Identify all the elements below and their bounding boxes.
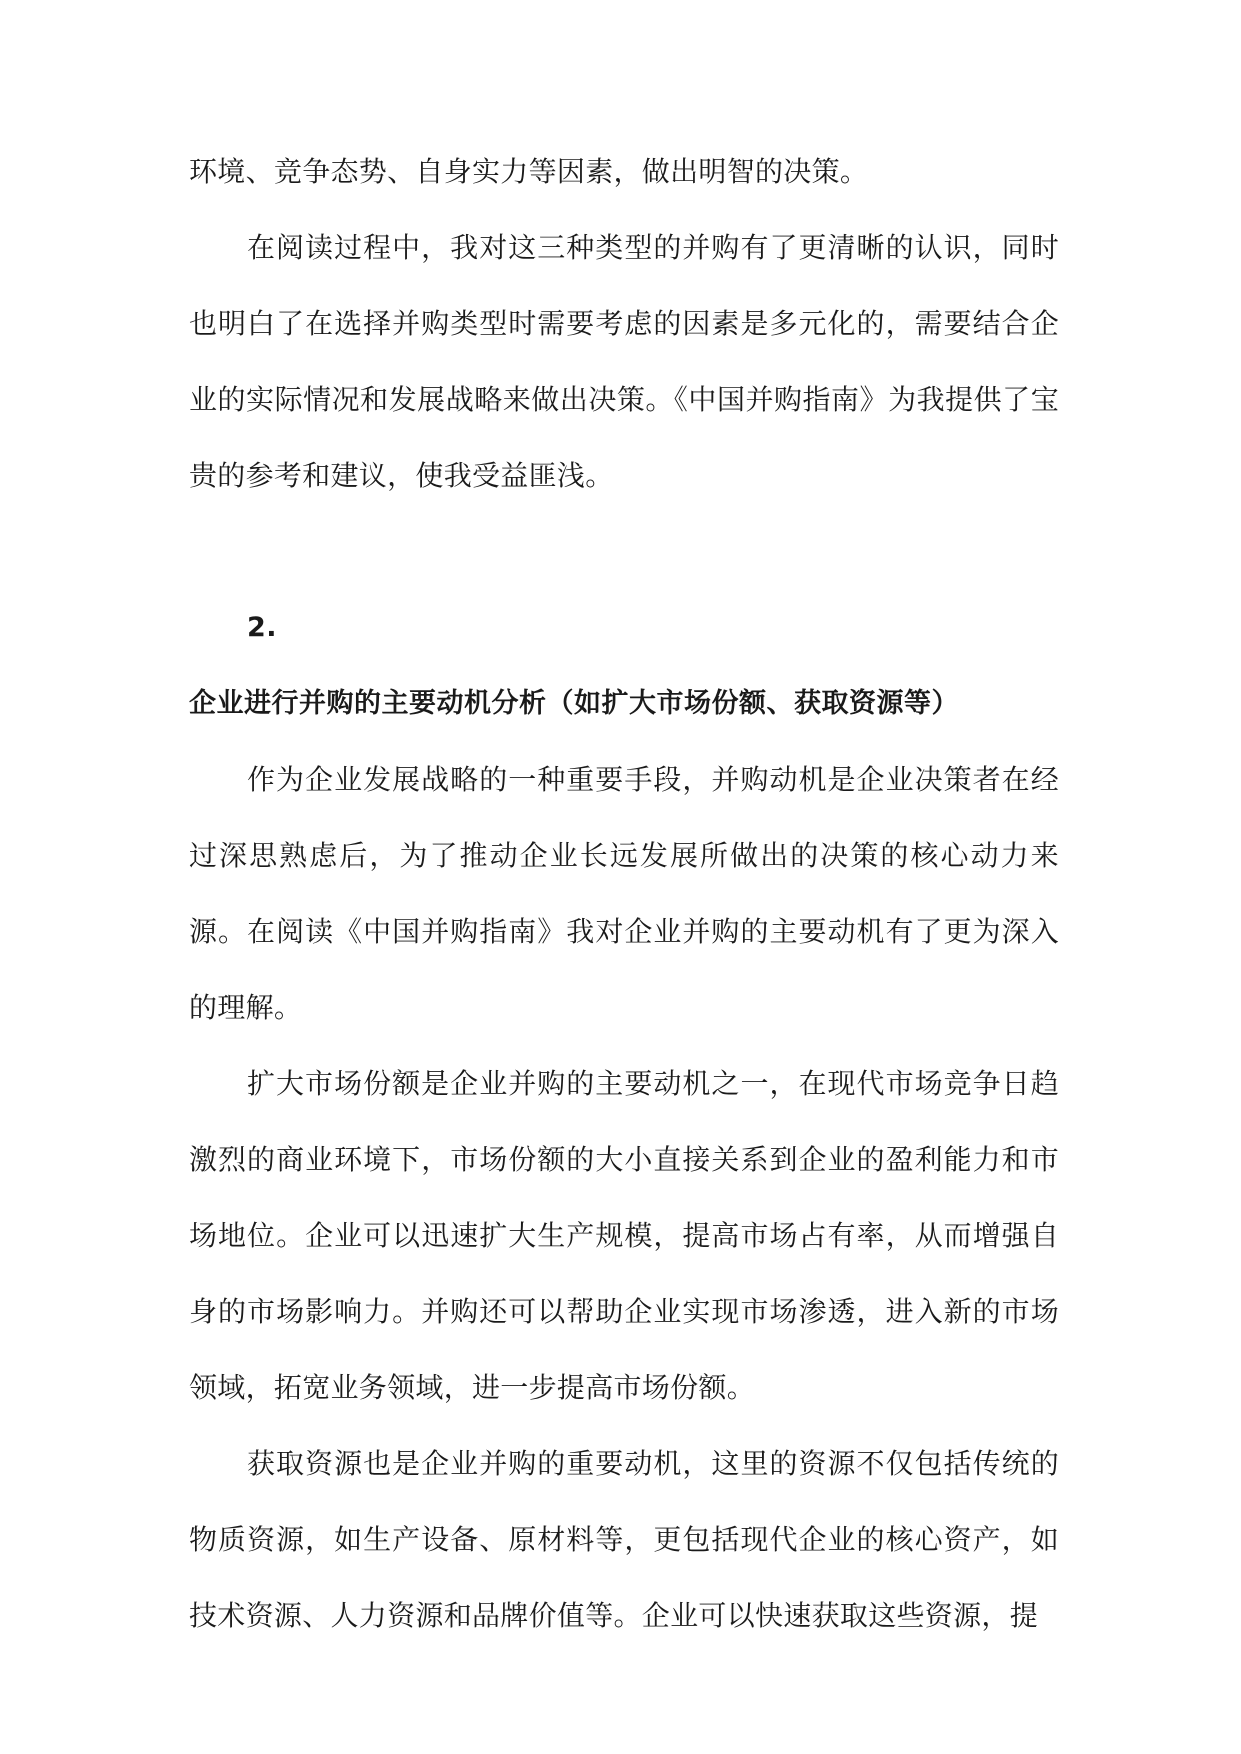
- document-body: [189, 134, 1059, 1654]
- paragraph-market-share: 扩大市场份额是企业并购的主要动机之一，在现代市场竞争日趋激烈的商业环境下，市场份额的大小直接关系到企业的盈利能力和市场地位。企业可以迅速扩大生产规模，提高市场占有率，从而增强自身的市场影响力。并购还可以帮助企业实现市场渗透，进入新的市场领域，拓宽业务领域，进一步提高市场份额。: [189, 1067, 1059, 1404]
- section-heading: [189, 590, 1059, 742]
- section-number: 2.: [247, 612, 278, 643]
- paragraph-continuation: 环境、竞争态势、自身实力等因素，做出明智的决策。: [189, 155, 869, 188]
- section-title: 企业进行并购的主要动机分析（如扩大市场份额、获取资源等）: [189, 688, 959, 719]
- paragraph-motivation-intro: 作为企业发展战略的一种重要手段，并购动机是企业决策者在经过深思熟虑后，为了推动企业长远发展所做出的决策的核心动力来源。在阅读《中国并购指南》我对企业并购的主要动机有了更为深入的理解。: [189, 763, 1059, 1024]
- paragraph-acquire-resources: 获取资源也是企业并购的重要动机，这里的资源不仅包括传统的物质资源，如生产设备、原材料等，更包括现代企业的核心资产，如技术资源、人力资源和品牌价值等。企业可以快速获取这些资源，提: [189, 1447, 1059, 1632]
- paragraph-reading-reflection: 在阅读过程中，我对这三种类型的并购有了更清晰的认识，同时也明白了在选择并购类型时需要考虑的因素是多元化的，需要结合企业的实际情况和发展战略来做出决策。《中国并购指南》为我提供了宝贵的参考和建议，使我受益匪浅。: [189, 231, 1059, 492]
- section-spacer: [189, 514, 1059, 590]
